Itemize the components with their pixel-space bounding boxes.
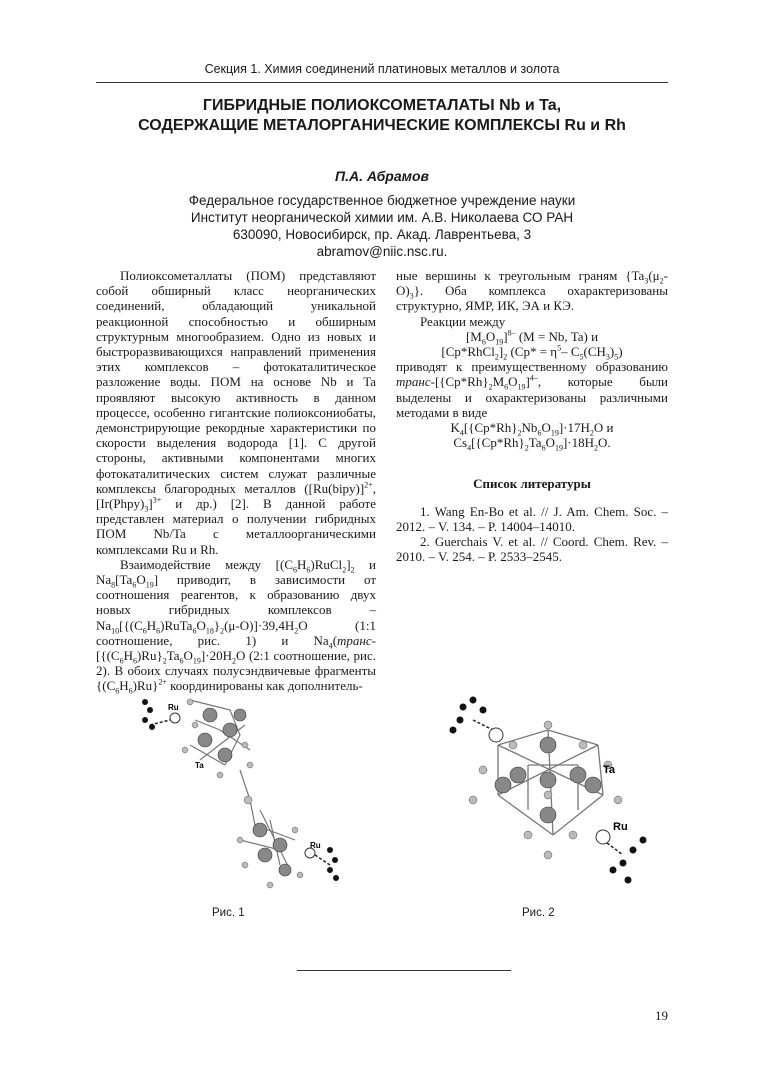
fig1-label-ta: Ta xyxy=(195,761,204,770)
references-title: Список литературы xyxy=(473,476,591,492)
figure-2-caption: Рис. 2 xyxy=(522,907,555,919)
figure-1-structure xyxy=(130,690,360,890)
paragraph-interaction: Взаимодействие между $[(C_6H_6)RuCl_2]_2$ и $Na_8[Ta_6O_{19}]$ приводит, в зависимости от соотношения реагентов, к образованию двух новых гибридных комплексов – $Na_{10}[\{(C_6H_6)RuTa_6O_{18}\}_2(\mu-O)]\cdot 39,4H_2O$ (1:1 соотношение, рис. 1) и $Na_4(транс-[\{(C_6H_6)Ru\}_2Ta_6O_{19}]\cdot 20H_2O$ (2:1 соотношение, рис. 2). В обоих случаях полусэндвичевые фрагменты $\{(C_6H_6)Ru\}^{2+}$ координированы как дополнитель- xyxy=(96,556,376,697)
right-column xyxy=(396,268,668,564)
paragraph-reactions: Реакции между xyxy=(420,313,506,329)
equation-2: $[Cp*RhCl_2]_2$ ($Cp* = \eta^5-$ $C_5(CH_3)_5$) xyxy=(441,343,623,362)
reference-1: 1. Wang En-Bo et al. // J. Am. Chem. Soc. – 2012. – V. 134. – P. 14004–14010. xyxy=(396,503,668,534)
figure-1-caption: Рис. 1 xyxy=(212,907,245,919)
header-rule xyxy=(96,82,668,83)
page-number: 19 xyxy=(655,1008,668,1023)
fig2-label-ta: Ta xyxy=(603,764,616,776)
footer-rule xyxy=(297,970,511,971)
paragraph-continued: ные вершины к треугольным граням $\{Ta_3(\mu_2-O)_3\}$. Оба комплекса охарактеризованы структурно, ЯМР, ИК, ЭА и КЭ. xyxy=(396,268,668,314)
article-title xyxy=(96,96,668,136)
equation-1: $[M_6O_{19}]^{8-}$ (M = Nb, Ta) и xyxy=(465,328,599,347)
paragraph-result: приводят к преимущественному образованию транс-$[\{Cp*Rh\}_2M_6O_{19}]^{4-}$, которые были выделены и охарактеризованы различными методами в виде xyxy=(396,359,668,420)
title-line-2: СОДЕРЖАЩИЕ МЕТАЛОРГАНИЧЕСКИЕ КОМПЛЕКСЫ Ru и Rh xyxy=(138,117,626,134)
paragraph-intro: Полиоксометаллаты (ПОМ) представляют собой обширный класс неорганических соединений, обладающий уникальной реакционной способностью и обширным структурным многообразием. Одно из новых и быстроразвивающихся направлений применения этих комплексов – фотокаталитическое разложение воды. ПОМ на основе Nb и Ta проявляют высокую активность в данном процессе, особенно гигантские полиоксониобаты, демонстрирующие рекордные характеристики по скорости выделения водорода [1]. С другой стороны, активными компонентами многих фотокаталитических систем служат различные комплексы благородных металлов ([Ru(bipy)]$^{2+}$, $[Ir(Phpy)_3]^{3+}$ и др.) [2]. В данной работе представлен материал о получении гибридных ПОМ Nb/Ta с металлоорганическими комплексами Ru и Rh. xyxy=(96,268,376,557)
running-head: Секция 1. Химия соединений платиновых металлов и золота xyxy=(204,62,560,76)
affiliation xyxy=(96,192,668,260)
left-column xyxy=(96,268,376,697)
title-line-1: ГИБРИДНЫЕ ПОЛИОКСОМЕТАЛАТЫ Nb и Ta, xyxy=(202,97,562,114)
reference-2: 2. Guerchais V. et al. // Coord. Chem. Rev. – 2010. – V. 254. – P. 2533–2545. xyxy=(396,534,668,565)
equation-4: $Cs_4[\{Cp*Rh\}_2Ta_6O_{19}]\cdot 18H_2O$. xyxy=(453,435,611,453)
fig1-label-ru: Ru xyxy=(168,703,179,712)
equation-3: $K_4[\{Cp*Rh\}_2Nb_6O_{19}]\cdot 17H_2O$ и xyxy=(450,420,614,438)
fig1-label-ru-2: Ru xyxy=(310,841,321,850)
fig2-label-ru: Ru xyxy=(613,821,628,833)
figure-2-structure xyxy=(438,685,658,890)
affiliation-line-1: Федеральное государственное бюджетное учреждение науки xyxy=(188,193,576,208)
author: П.А. Абрамов xyxy=(335,168,429,184)
affiliation-line-3: 630090, Новосибирск, пр. Акад. Лаврентьева, 3 xyxy=(232,227,532,242)
affiliation-line-2: Институт неорганической химии им. А.В. Николаева СО РАН xyxy=(190,210,574,225)
affiliation-email: abramov@niic.nsc.ru. xyxy=(316,244,448,259)
